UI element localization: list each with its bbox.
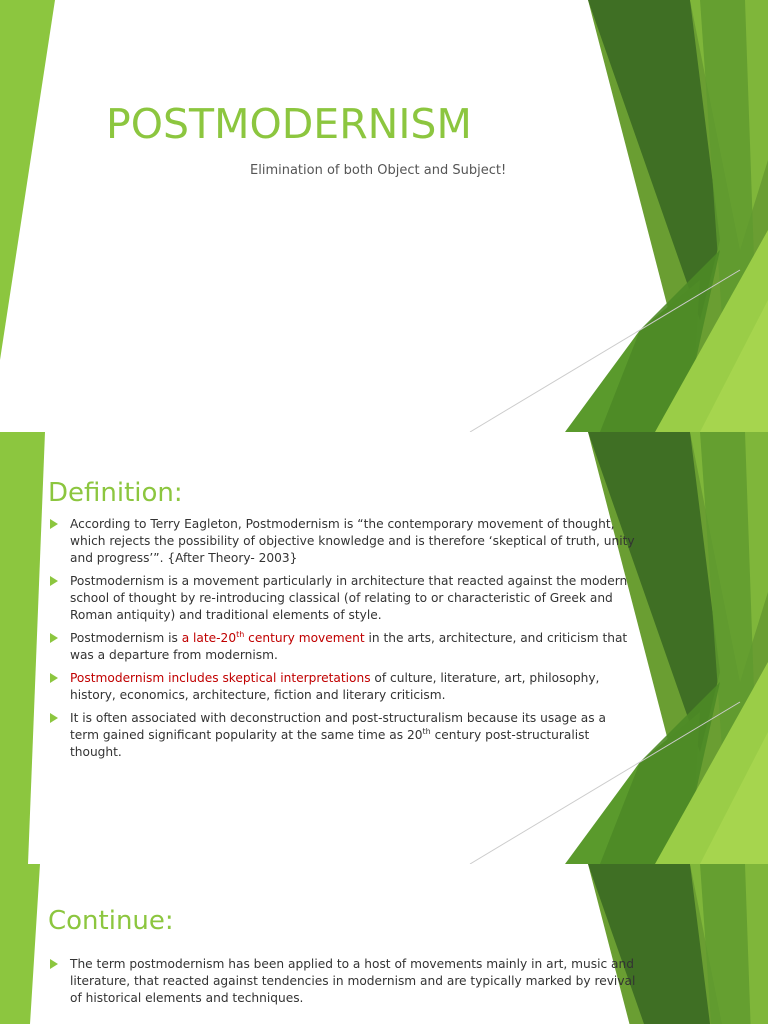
list-item <box>48 630 638 664</box>
bullet-text-after: of culture, literature, art, philosophy, history, economics, architecture, fiction and literary criticism. <box>70 671 600 702</box>
bullet-text: The term postmodernism has been applied to a host of movements mainly in art, music and literature, that reacted against tendencies in modernism and are typically marked by revival of historical elements and techniques. <box>70 957 636 1005</box>
bullet-triangle-icon <box>50 673 58 683</box>
list-item <box>48 670 638 704</box>
bullet-text: Postmodernism is a movement particularly in architecture that reacted against the modern school of thought by re-introducing classical (of relating to or characteristic of Greek and Roman antiquity) and traditional elements of style. <box>70 574 628 622</box>
bullet-triangle-icon <box>50 959 58 969</box>
list-item <box>48 710 638 761</box>
decorative-green-shapes <box>0 0 768 432</box>
bullet-triangle-icon <box>50 519 58 529</box>
list-item <box>48 956 638 1007</box>
bullet-text: According to Terry Eagleton, Postmodernism is “the contemporary movement of thought, which rejects the possibility of objective knowledge and is therefore ‘skeptical of truth, unity and progress’”. {After Theory- 2003} <box>70 517 635 565</box>
bullet-text-before: Postmodernism is <box>70 631 182 645</box>
slide-definition <box>0 432 768 864</box>
list-item <box>48 516 638 567</box>
bullet-triangle-icon <box>50 576 58 586</box>
slide-title-heading: POSTMODERNISM <box>106 100 472 148</box>
bullet-triangle-icon <box>50 713 58 723</box>
highlight-text: a late-20 <box>181 631 237 645</box>
definition-bullet-list <box>48 516 638 767</box>
continue-heading: Continue: <box>48 906 174 936</box>
highlight-text: century movement <box>244 631 365 645</box>
bullet-text-after: century post-structuralist thought. <box>70 728 590 759</box>
bullet-triangle-icon <box>50 633 58 643</box>
bullet-text-before: It is often associated with deconstruction and post-structuralism because its usage as a term gained significant popularity at the same time as 20 <box>70 711 606 742</box>
superscript: th <box>236 629 245 639</box>
slide-title <box>0 0 768 432</box>
slide-subtitle: Elimination of both Object and Subject! <box>250 163 507 178</box>
definition-heading: Definition: <box>48 478 183 508</box>
bullet-text-after: in the arts, architecture, and criticism that was a departure from modernism. <box>70 631 628 662</box>
continue-bullet-list <box>48 956 638 1013</box>
bullet-highlight <box>182 631 365 645</box>
slide-continue <box>0 864 768 1024</box>
superscript: th <box>422 726 431 736</box>
list-item <box>48 573 638 624</box>
bullet-highlight: Postmodernism includes skeptical interpretations <box>70 671 371 685</box>
